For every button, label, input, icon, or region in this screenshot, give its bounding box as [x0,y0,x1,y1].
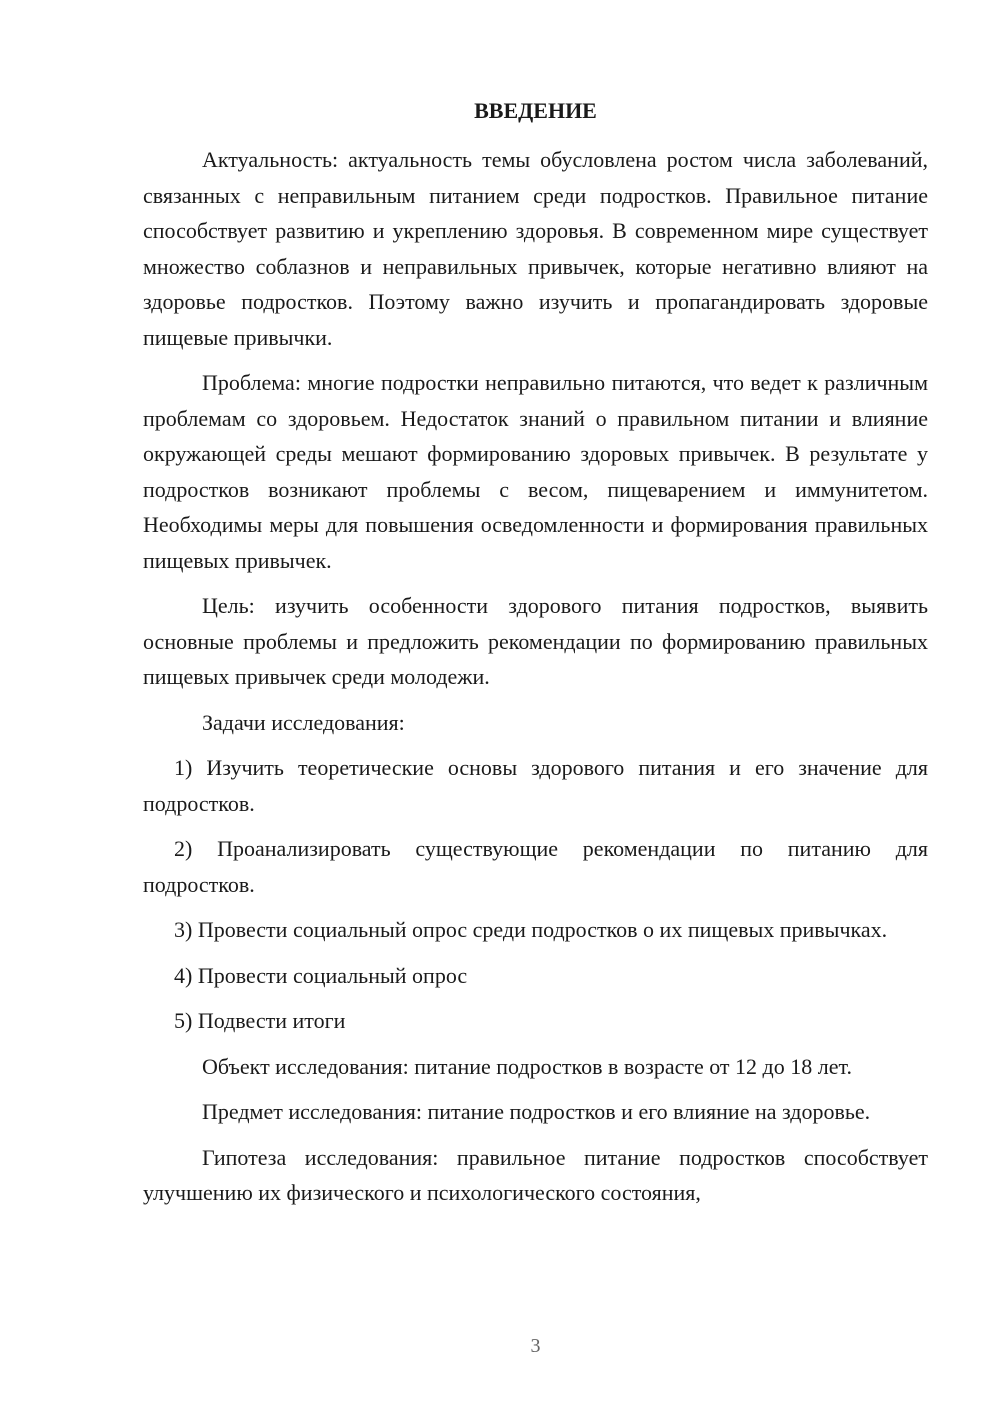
tasks-heading: Задачи исследования: [202,709,405,735]
task-item-1: 1) Изучить теоретические основы здорового питания и его значение для подростков. [143,755,928,816]
paragraph-object: Объект исследования: питание подростков в возрасте от 12 до 18 лет. [202,1053,852,1079]
page-number: 3 [530,1335,541,1357]
document-body [143,142,928,1221]
paragraph-hypothesis: Гипотеза исследования: правильное питание подростков способствует улучшению их физического и психологического состояния, [143,1144,928,1205]
paragraph-problem: Проблема: многие подростки неправильно питаются, что ведет к различным проблемам со здоровьем. Недостаток знаний о правильном питании и влияние окружающей среды мешают формированию здоровых привычек. В результате у подростков возникают проблемы с весом, пищеварением и иммунитетом. Необходимы меры для повышения осведомленности и формирования правильных пищевых привычек. [143,370,928,573]
page-title: ВВЕДЕНИЕ [474,98,597,123]
paragraph-relevance: Актуальность: актуальность темы обусловлена ростом числа заболеваний, связанных с неправильным питанием среди подростков. Правильное питание способствует развитию и укреплению здоровья. В современном мире существует множество соблазнов и неправильных привычек, которые негативно влияют на здоровье подростков. Поэтому важно изучить и пропагандировать здоровые пищевые привычки. [143,147,928,350]
task-item-2: 2) Проанализировать существующие рекомендации по питанию для подростков. [143,836,928,897]
task-item-3: 3) Провести социальный опрос среди подростков о их пищевых привычках. [174,917,888,942]
paragraph-goal: Цель: изучить особенности здорового питания подростков, выявить основные проблемы и предложить рекомендации по формированию правильных пищевых привычек среди молодежи. [143,593,928,689]
paragraph-subject: Предмет исследования: питание подростков и его влияние на здоровье. [202,1099,871,1124]
task-item-4: 4) Провести социальный опрос [174,962,468,988]
task-item-5: 5) Подвести итоги [174,1008,346,1033]
